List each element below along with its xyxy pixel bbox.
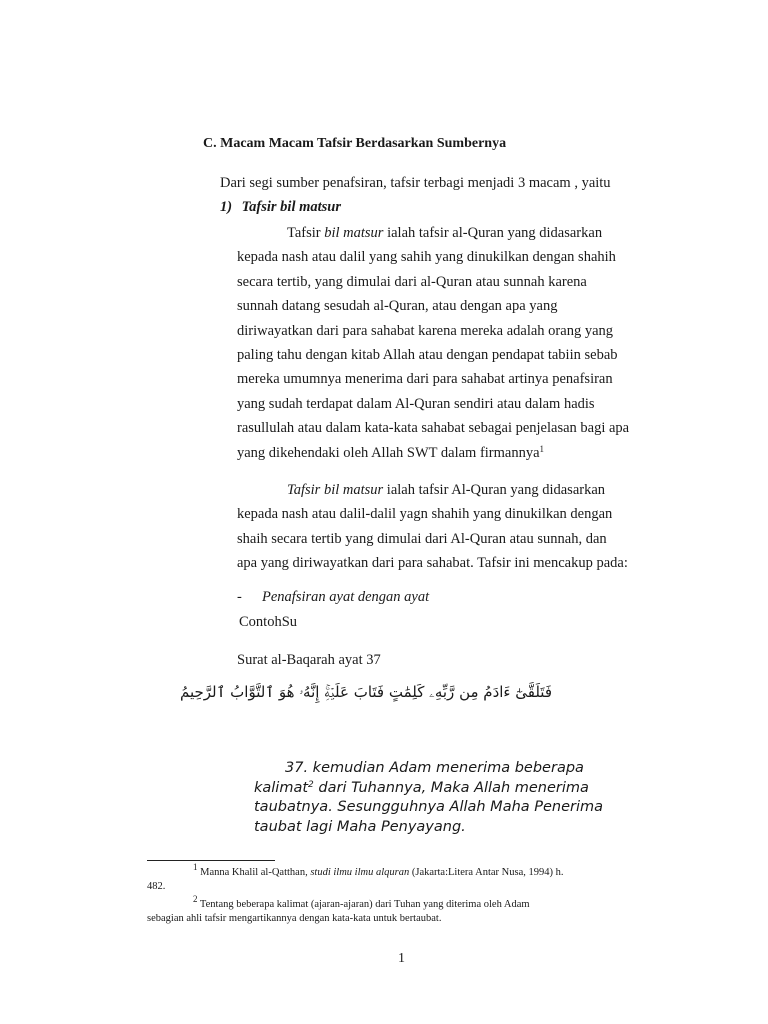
paragraph-line: rasullulah atau dalam kata-kata sahabat sebagai penjelasan bagi apa xyxy=(237,420,630,437)
verse-translation xyxy=(254,759,634,837)
footnote-1 xyxy=(147,862,667,880)
text-run: Manna Khalil al-Qatthan, xyxy=(197,867,311,878)
text-run: yang dikehendaki oleh Allah SWT dalam firmannya xyxy=(237,444,540,461)
section-heading: C. Macam Macam Tafsir Berdasarkan Sumbernya xyxy=(203,136,507,151)
arabic-verse: فَتَلَقَّىٰٓ ءَادَمُ مِن رَّبِّهِۦ كَلِمَٰتٍ فَتَابَ عَلَيۡهِۚ إِنَّهُۥ هُوَ ٱلتَّوَّابُ ٱلرَّحِيمُ xyxy=(180,683,552,701)
example-label: ContohSu xyxy=(239,614,298,630)
text-run: kalimat xyxy=(254,779,309,796)
text-run: Tentang beberapa kalimat (ajaran-ajaran) dari Tuhan yang diterima oleh Adam xyxy=(197,899,530,910)
paragraph-line: paling tahu dengan kitab Allah atau dengan pendapat tabiin sebab xyxy=(237,347,618,364)
subsection-number: 1) xyxy=(220,199,233,215)
bullet-text: Penafsiran ayat dengan ayat xyxy=(262,589,430,605)
footnote-divider xyxy=(147,860,275,861)
paragraph-line: sunnah datang sesudah al-Quran, atau dengan apa yang xyxy=(237,298,558,315)
italic-term: Tafsir bil matsur xyxy=(287,482,384,498)
paragraph-line xyxy=(237,441,677,465)
footnote-ref[interactable]: 2 xyxy=(308,779,314,790)
footnote-2 xyxy=(147,894,667,912)
footnotes xyxy=(147,862,667,925)
translation-line xyxy=(254,779,634,799)
footnote-number: 2 xyxy=(193,894,198,904)
footnote-ref[interactable]: 1 xyxy=(539,443,545,454)
paragraph-line: yang sudah terdapat dalam Al-Quran sendiri atau dalam hadis xyxy=(237,395,595,412)
text-run: (Jakarta:Litera Antar Nusa, 1994) h. xyxy=(409,867,564,878)
text-run: ialah tafsir Al-Quran yang didasarkan xyxy=(383,482,606,498)
paragraph-line: secara tertib, yang dimulai dari al-Quran atau sunnah karena xyxy=(237,273,587,290)
paragraph-line xyxy=(237,221,677,245)
italic-term: bil matsur xyxy=(324,225,384,241)
paragraph-line: kepada nash atau dalil yang sahih yang dinukilkan dengan shahih xyxy=(237,249,616,266)
translation-line: taubatnya. Sesungguhnya Allah Maha Penerima xyxy=(254,799,604,815)
paragraph-line: diriwayatkan dari para sahabat karena mereka adalah orang yang xyxy=(237,322,614,339)
text-run: dari Tuhannya, Maka Allah menerima xyxy=(313,779,589,796)
text-run: ialah tafsir al-Quran yang didasarkan xyxy=(383,225,603,241)
text-run: Tafsir xyxy=(287,225,325,241)
paragraph-line: kepada nash atau dalil-dalil yagn shahih yang dinukilkan dengan xyxy=(237,506,613,523)
paragraph-line: mereka umumnya menerima dari para sahabat artinya penafsiran xyxy=(237,371,613,388)
footnote-1-cont: 482. xyxy=(147,880,166,892)
paragraph-1 xyxy=(237,221,677,465)
surah-reference: Surat al-Baqarah ayat 37 xyxy=(237,652,381,668)
bullet-dash: - xyxy=(237,589,242,605)
translation-line: taubat lagi Maha Penyayang. xyxy=(254,818,466,835)
subsection-heading xyxy=(220,199,341,216)
footnote-2-cont: sebagian ahli tafsir mengartikannya dengan kata-kata untuk bertaubat. xyxy=(147,912,442,924)
paragraph-line xyxy=(237,478,677,502)
page-number: 1 xyxy=(398,951,405,966)
footnote-number: 1 xyxy=(193,862,198,872)
italic-title: studi ilmu ilmu alquran xyxy=(310,867,410,878)
paragraph-line: shaih secara tertib yang dimulai dari Al-Quran atau sunnah, dan xyxy=(237,530,607,547)
paragraph-2 xyxy=(237,478,677,576)
translation-line: 37. kemudian Adam menerima beberapa xyxy=(285,760,584,776)
bullet-item xyxy=(237,589,429,606)
subsection-title: Tafsir bil matsur xyxy=(241,199,342,215)
intro-text: Dari segi sumber penafsiran, tafsir terbagi menjadi 3 macam , yaitu xyxy=(220,175,611,191)
paragraph-line: apa yang diriwayatkan dari para sahabat. Tafsir ini mencakup pada: xyxy=(237,555,628,572)
